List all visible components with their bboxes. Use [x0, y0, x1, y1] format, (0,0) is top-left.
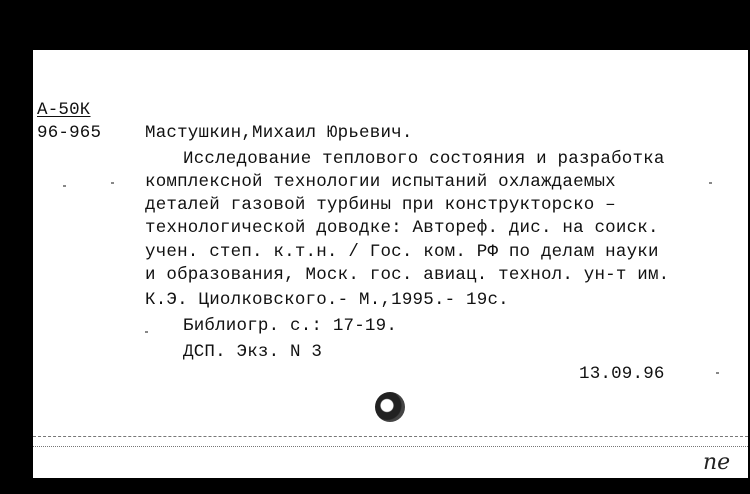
author: Мастушкин,Михаил Юрьевич.	[145, 123, 413, 143]
title-line: комплексной технологии испытаний охлаждаемых	[145, 172, 616, 192]
scan-speck	[709, 182, 712, 184]
scan-speck	[716, 372, 719, 374]
bibliography-note: Библиогр. с.: 17-19.	[183, 316, 398, 336]
shelf-mark: А-50К	[37, 100, 91, 120]
scan-speck	[145, 331, 148, 333]
punch-hole-icon	[375, 392, 405, 422]
title-line: Исследование теплового состояния и разработка	[183, 149, 665, 169]
call-number: 96-965	[37, 123, 102, 143]
title-line: учен. степ. к.т.н. / Гос. ком. РФ по делам науки	[145, 242, 659, 262]
bottom-rule	[33, 436, 748, 437]
accession-date: 13.09.96	[579, 364, 665, 384]
scan-speck	[111, 182, 114, 184]
title-line: деталей газовой турбины при конструкторско –	[145, 195, 616, 215]
copies-note: ДСП. Экз. N 3	[183, 342, 323, 362]
title-line: и образования, Моск. гос. авиац. технол. ун-т им.	[145, 265, 670, 285]
bottom-rule-secondary	[33, 446, 748, 447]
scan-speck	[63, 185, 66, 187]
title-line: технологической доводке: Автореф. дис. на соиск.	[145, 218, 659, 238]
title-line: К.Э. Циолковского.- М.,1995.- 19с.	[145, 290, 509, 310]
catalog-card	[33, 50, 748, 478]
handwritten-signature: ne	[703, 450, 731, 475]
